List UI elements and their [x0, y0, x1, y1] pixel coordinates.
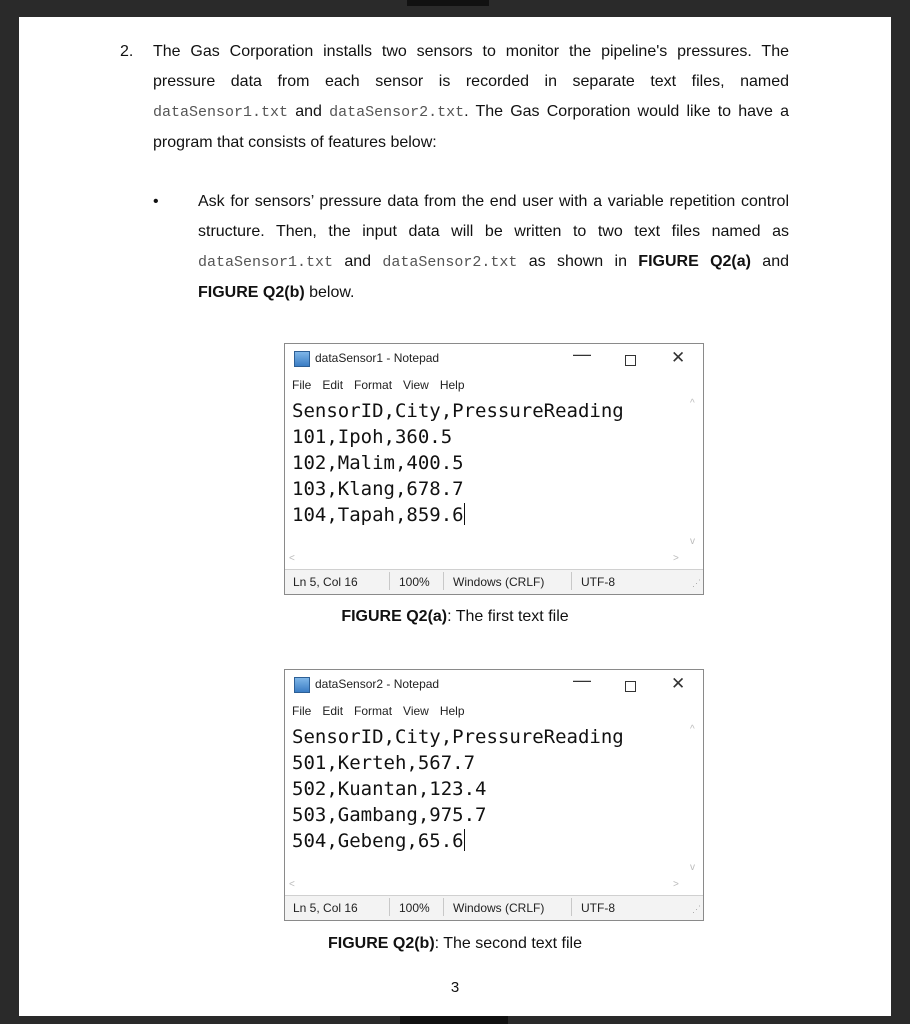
text-line: 104,Tapah,859.6 — [292, 504, 464, 526]
notepad-icon — [294, 677, 310, 693]
menu-bar — [292, 378, 476, 392]
scroll-left-arrow-icon[interactable]: < — [289, 553, 295, 564]
scroll-up-arrow-icon[interactable]: ^ — [690, 398, 695, 409]
caption-label: FIGURE Q2(b) — [327, 935, 435, 952]
window-title: dataSensor1 - Notepad — [315, 351, 440, 365]
text-caret — [464, 503, 465, 525]
text-editor-area[interactable] — [292, 398, 677, 528]
notepad-title-bar[interactable] — [285, 344, 703, 370]
menu-edit[interactable]: Edit — [322, 378, 344, 392]
close-button[interactable]: ✕ — [671, 674, 686, 693]
text-line: 503,Gambang,975.7 — [292, 804, 487, 826]
text-line: SensorID,City,PressureReading — [292, 726, 624, 748]
text-line: 102,Malim,400.5 — [292, 452, 464, 474]
figure-caption-b — [19, 935, 891, 953]
status-divider — [443, 572, 444, 590]
resize-grip-icon[interactable]: ⋰ — [692, 578, 701, 588]
maximize-button[interactable] — [625, 681, 636, 692]
text-line: 101,Ipoh,360.5 — [292, 426, 453, 448]
text-line: SensorID,City,PressureReading — [292, 400, 624, 422]
resize-grip-icon[interactable]: ⋰ — [692, 904, 701, 914]
status-zoom: 100% — [399, 901, 430, 915]
status-divider — [571, 898, 572, 916]
bullet-paragraph — [198, 187, 789, 308]
figure-ref-b: FIGURE Q2(b) — [198, 284, 305, 301]
status-line-ending: Windows (CRLF) — [453, 901, 545, 915]
window-title: dataSensor2 - Notepad — [315, 677, 440, 691]
bullet-text-1: Ask for sensors’ pressure data from the end user with a variable repetition control structure. Then, the input data will be written to two text files named as — [198, 193, 789, 240]
notepad-window-b — [284, 669, 704, 921]
figure-caption-a — [19, 608, 891, 626]
text-caret — [464, 829, 465, 851]
status-divider — [389, 898, 390, 916]
figure-ref-a: FIGURE Q2(a) — [638, 253, 751, 270]
status-encoding: UTF-8 — [581, 575, 615, 589]
scroll-up-arrow-icon[interactable]: ^ — [690, 724, 695, 735]
text-editor-area[interactable] — [292, 724, 677, 854]
menu-file[interactable]: File — [292, 704, 312, 718]
scroll-right-arrow-icon[interactable]: > — [673, 553, 679, 564]
notepad-icon — [294, 351, 310, 367]
page-number: 3 — [450, 979, 460, 996]
scroll-left-arrow-icon[interactable]: < — [289, 879, 295, 890]
status-divider — [443, 898, 444, 916]
scroll-down-arrow-icon[interactable]: v — [690, 862, 695, 873]
document-page — [19, 17, 891, 1016]
horizontal-scrollbar[interactable] — [285, 879, 703, 893]
menu-view[interactable]: View — [403, 378, 429, 392]
viewer-bottom-bar — [400, 1016, 508, 1024]
close-button[interactable]: ✕ — [671, 348, 686, 367]
minimize-button[interactable]: — — [573, 344, 591, 364]
bullet-and-2: and — [750, 253, 789, 270]
vertical-scrollbar[interactable] — [686, 724, 703, 879]
text-line: 502,Kuantan,123.4 — [292, 778, 487, 800]
status-cursor-position: Ln 5, Col 16 — [293, 575, 358, 589]
vertical-scrollbar[interactable] — [686, 398, 703, 553]
bullet-filename-1: dataSensor1.txt — [198, 254, 334, 271]
question-intro — [153, 37, 789, 158]
status-bar — [285, 895, 703, 920]
bullet-text-3: below. — [304, 284, 355, 301]
minimize-button[interactable]: — — [573, 670, 591, 690]
status-bar — [285, 569, 703, 594]
scroll-down-arrow-icon[interactable]: v — [690, 536, 695, 547]
status-line-ending: Windows (CRLF) — [453, 575, 545, 589]
text-line: 103,Klang,678.7 — [292, 478, 464, 500]
menu-view[interactable]: View — [403, 704, 429, 718]
viewer-top-bar — [407, 0, 489, 6]
scroll-right-arrow-icon[interactable]: > — [673, 879, 679, 890]
bullet-and: and — [333, 253, 383, 270]
menu-format[interactable]: Format — [354, 378, 393, 392]
status-cursor-position: Ln 5, Col 16 — [293, 901, 358, 915]
notepad-window-a — [284, 343, 704, 595]
caption-text: : The second text file — [434, 935, 582, 952]
question-number: 2. — [120, 43, 134, 60]
menu-help[interactable]: Help — [439, 704, 465, 718]
text-line: 504,Gebeng,65.6 — [292, 830, 464, 852]
status-encoding: UTF-8 — [581, 901, 615, 915]
menu-edit[interactable]: Edit — [322, 704, 344, 718]
menu-file[interactable]: File — [292, 378, 312, 392]
menu-bar — [292, 704, 476, 718]
filename-2: dataSensor2.txt — [329, 104, 465, 121]
intro-text-1: The Gas Corporation installs two sensors to monitor the pipeline's pressures. The pressure data from each sensor is recorded in separate text files, named — [153, 43, 789, 90]
intro-and: and — [288, 103, 330, 120]
maximize-button[interactable] — [625, 355, 636, 366]
status-zoom: 100% — [399, 575, 430, 589]
notepad-title-bar[interactable] — [285, 670, 703, 696]
bullet-text-2: as shown in — [517, 253, 639, 270]
caption-text: : The first text file — [447, 608, 569, 625]
menu-format[interactable]: Format — [354, 704, 393, 718]
caption-label: FIGURE Q2(a) — [341, 608, 448, 625]
bullet-filename-2: dataSensor2.txt — [382, 254, 518, 271]
filename-1: dataSensor1.txt — [153, 104, 289, 121]
status-divider — [389, 572, 390, 590]
intro-text-2: . The Gas Corporation would like to have a program that consists of features below: — [153, 103, 789, 151]
horizontal-scrollbar[interactable] — [285, 553, 703, 567]
bullet-marker: • — [153, 193, 159, 210]
text-line: 501,Kerteh,567.7 — [292, 752, 476, 774]
menu-help[interactable]: Help — [439, 378, 465, 392]
status-divider — [571, 572, 572, 590]
